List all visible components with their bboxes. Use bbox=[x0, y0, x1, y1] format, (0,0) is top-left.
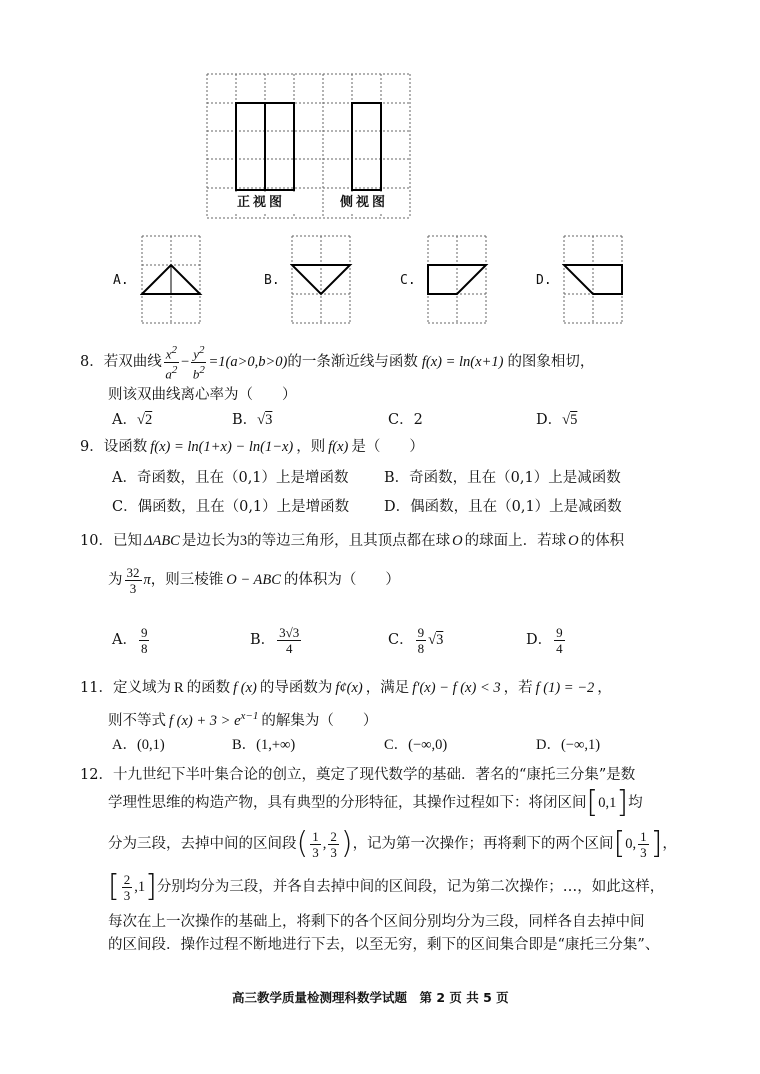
q12-line-2: 学理性思维的构造产物，具有典型的分形特征，其操作过程如下：将闭区间 [ 0,1 ] 均 bbox=[108, 785, 643, 820]
q10-option-c: C． $\frac{9}{8}$ √3 bbox=[388, 624, 444, 656]
q8-line-2: 则该双曲线离心率为（ ） bbox=[108, 387, 297, 403]
question-9: 9．设函数 f(x) = ln(1+x) − ln(1−x) ，则 f(x) 是（ ） bbox=[80, 439, 424, 455]
q8-option-d: D．√5 bbox=[536, 412, 578, 428]
q12-line-6: 的区间段．操作过程不断地进行下去，以至无穷，剩下的区间集合即是“康托三分集”、 bbox=[108, 937, 660, 953]
option-b-label: B. bbox=[264, 273, 280, 288]
q10-option-d: D． $\frac{9}{4}$ bbox=[526, 624, 563, 656]
q12-line-5: 每次在上一次操作的基础上，将剩下的各个区间分别均分为三段，同样各自去掉中间 bbox=[108, 914, 645, 930]
q10-volume-fraction: $\frac{32}{3}$ bbox=[126, 564, 140, 596]
option-b-figure bbox=[290, 234, 354, 326]
q11-option-b: B．(1,+∞) bbox=[232, 737, 296, 753]
q9-function: f(x) = ln(1+x) − ln(1−x) bbox=[150, 439, 294, 455]
q8-option-c: C．2 bbox=[388, 412, 423, 428]
option-a-figure bbox=[140, 234, 204, 326]
q10-options bbox=[112, 620, 672, 660]
page-footer: 高三教学质量检测理科数学试题 第 2 页 共 5 页 bbox=[232, 990, 509, 1005]
front-view-right-rect bbox=[265, 103, 294, 190]
q8-y-fraction: $\frac{y^2}{b^2}$ bbox=[192, 344, 205, 381]
q10-line-2: 为 $\frac{32}{3}$ π ，则三棱锥 O − ABC 的体积为（ ） bbox=[108, 564, 400, 596]
q9-option-d: D．偶函数，且在（0,1）上是减函数 bbox=[384, 499, 622, 515]
q8-option-a: A．√2 bbox=[112, 412, 153, 428]
q8-condition: =1(a>0,b>0) bbox=[208, 354, 288, 370]
q8-text-b: 的一条渐近线与函数 bbox=[287, 354, 418, 370]
question-10: 10．已知 ΔABC 是边长为3的等边三角形，且其顶点都在球 O 的球面上．若球 O 的体积 bbox=[80, 533, 625, 549]
question-12: 12．十九世纪下半叶集合论的创立，奠定了现代数学的基础．著名的“康托三分集”是数 bbox=[80, 767, 636, 783]
q11-option-c: C．(−∞,0) bbox=[384, 737, 448, 753]
q11-option-a: A．(0,1) bbox=[112, 737, 165, 753]
q11-line-2: 则不等式 f $(x) + 3 > e^{x-1}$ 的解集为（ ） bbox=[108, 710, 378, 729]
q9-option-b: B．奇函数，且在（0,1）上是减函数 bbox=[384, 470, 621, 486]
front-view-left-rect bbox=[236, 103, 265, 190]
q11-option-d: D．(−∞,1) bbox=[536, 737, 601, 753]
q8-number: 8． bbox=[80, 354, 104, 370]
q8-text-c: 的图象相切， bbox=[507, 354, 595, 370]
option-a-label: A. bbox=[113, 273, 129, 288]
q8-option-b: B．√3 bbox=[232, 412, 273, 428]
question-11: 11．定义域为 R 的函数 f (x) 的导函数为 f¢(x) ，满足 f′(x) − f (x) < 3 ，若 f (1) = −2 ， bbox=[80, 680, 612, 696]
option-c-figure bbox=[426, 234, 490, 326]
question-8: 8． 若双曲线 $\frac{x^2}{a^2}$ − $\frac{y^2}{b^2}$ =1(a>0,b>0) 的一条渐近线与函数 f(x) = ln(x+1) 的图象相切， bbox=[80, 344, 595, 381]
front-view-label: 正视图 bbox=[237, 195, 286, 210]
side-view-label: 侧视图 bbox=[340, 195, 389, 210]
q8-function: f(x) = ln(x+1) bbox=[421, 354, 504, 370]
side-view-rect bbox=[352, 103, 381, 190]
q8-x-fraction: $\frac{x^2}{a^2}$ bbox=[165, 344, 178, 381]
q9-option-c: C．偶函数，且在（0,1）上是增函数 bbox=[112, 499, 350, 515]
option-c-label: C. bbox=[400, 273, 416, 288]
option-d-figure bbox=[562, 234, 626, 326]
q12-line-3: 分为三段，去掉中间的区间段 ( $\frac{1}{3}$ , $\frac{2}{3}$ ) ，记为第一次操作；再将剩下的两个区间 [ 0, $\frac{1}{3}$ ] ， bbox=[108, 826, 677, 861]
q9-option-a: A．奇函数，且在（0,1）上是增函数 bbox=[112, 470, 349, 486]
q10-option-a: A． $\frac{9}{8}$ bbox=[112, 624, 148, 656]
q12-line-4: [ $\frac{2}{3}$ ,1 ] 分别均分为三段，并各自去掉中间的区间段，记为第二次操作；…，如此这样， bbox=[108, 869, 665, 904]
q10-option-b: B． $\frac{3√3}{4}$ bbox=[250, 624, 300, 656]
q8-text-a: 若双曲线 bbox=[103, 354, 162, 370]
option-d-label: D. bbox=[536, 273, 552, 288]
